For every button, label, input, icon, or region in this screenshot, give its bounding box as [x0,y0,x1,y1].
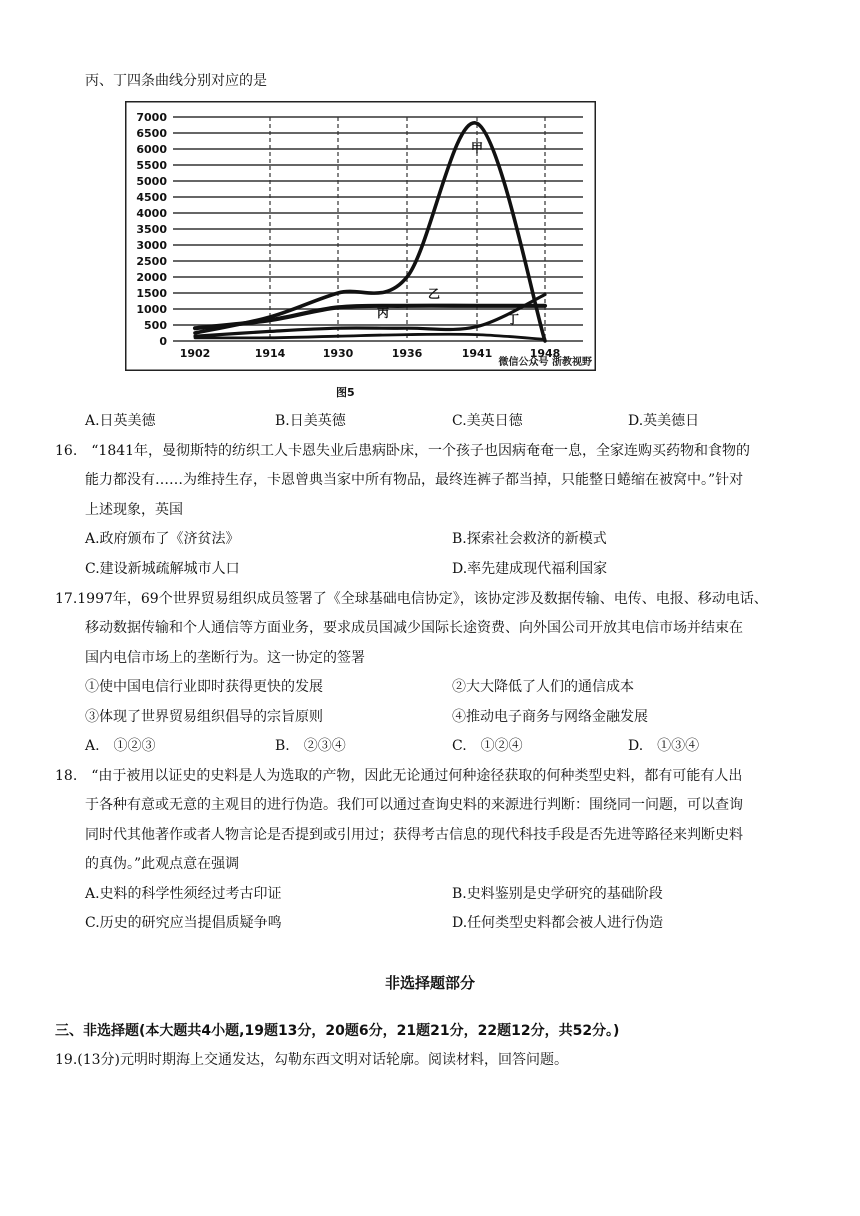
line-chart [125,101,596,371]
series-label: 丙 [376,306,390,320]
y-tick-label: 7000 [136,111,167,124]
x-tick-label: 1902 [179,347,211,360]
q17-statement-3: ③体现了世界贸易组织倡导的宗旨原则 [85,709,323,725]
q16-stem-line-1: 16. “1841年，曼彻斯特的纺织工人卡恩失业后患病卧床，一个孩子也因病奄奄一息，全家连购买药物和食物的 [55,443,751,459]
q16-option-c[interactable]: C.建设新城疏解城市人口 [85,561,240,577]
q18-stem-line-1: 18. “由于被用以证史的史料是人为选取的产物，因此无论通过何种途径获取的何种类型史料，都有可能有人出 [55,768,743,784]
question-intro: 丙、丁四条曲线分别对应的是 [85,73,267,89]
q17-option-b[interactable]: B. ②③④ [275,738,346,754]
x-tick-label: 1914 [254,347,286,360]
q18-option-c[interactable]: C.历史的研究应当提倡质疑争鸣 [85,915,282,931]
y-tick-label: 4000 [136,207,167,220]
q17-option-a[interactable]: A. ①②③ [85,738,156,754]
q18-option-a[interactable]: A.史料的科学性须经过考古印证 [85,886,282,902]
series-label: 甲 [470,141,484,156]
q16-option-b[interactable]: B.探索社会救济的新模式 [452,531,607,547]
y-tick-label: 3000 [136,239,167,252]
q18-stem-line-3: 同时代其他著作或者人物言论是否提到或引用过；获得考古信息的现代科技手段是否先进等路径来判断史料 [85,827,743,843]
y-tick-label: 2000 [136,271,167,284]
q18-stem-line-2: 于各种有意或无意的主观目的进行伪造。我们可以通过查询史料的来源进行判断：围绕同一问题，可以查询 [85,797,743,813]
series-label: 丁 [506,312,520,327]
q16-option-d[interactable]: D.率先建成现代福利国家 [452,561,608,577]
figure-caption: 图5 [336,386,355,399]
q17-statement-2: ②大大降低了人们的通信成本 [452,679,634,695]
x-tick-label: 1948 [529,347,561,360]
q15-option-c[interactable]: C.美英日德 [452,413,523,429]
y-tick-label: 1500 [136,287,167,300]
q18-option-d[interactable]: D.任何类型史料都会被人进行伪造 [452,915,664,931]
q16-stem-line-3: 上述现象，英国 [85,502,183,518]
y-tick-label: 5500 [136,159,167,172]
section-heading: 三、非选择题(本大题共4小题,19题13分，20题6分，21题21分，22题12分，共52分。) [55,1023,620,1039]
y-tick-label: 6500 [136,127,167,140]
q15-option-a[interactable]: A.日英美德 [85,413,156,429]
q15-option-d[interactable]: D.英美德日 [628,413,700,429]
q17-stem-line-3: 国内电信市场上的垄断行为。这一协定的签署 [85,650,365,666]
q18-stem-line-4: 的真伪。”此观点意在强调 [85,856,240,872]
x-tick-label: 1930 [322,347,354,360]
y-tick-label: 1000 [136,303,167,316]
x-tick-label: 1941 [461,347,493,360]
q17-statement-1: ①使中国电信行业即时获得更快的发展 [85,679,323,695]
q18-option-b[interactable]: B.史料鉴别是史学研究的基础阶段 [452,886,663,902]
section-title: 非选择题部分 [384,974,475,992]
y-tick-label: 500 [144,319,167,332]
q19-stem: 19.(13分)元明时期海上交通发达，勾勒东西文明对话轮廓。阅读材料，回答问题。 [55,1052,569,1068]
y-tick-label: 0 [159,335,167,348]
y-tick-label: 2500 [136,255,167,268]
watermark-text: 微信公众号 浙教视野 [498,357,592,368]
q17-stem-line-1: 17.1997年，69个世界贸易组织成员签署了《全球基础电信协定》，该协定涉及数据传输、电传、电报、移动电话、 [55,591,768,607]
q17-option-c[interactable]: C. ①②④ [452,738,523,754]
y-tick-label: 4500 [136,191,167,204]
q16-option-a[interactable]: A.政府颁布了《济贫法》 [85,531,240,547]
y-tick-label: 3500 [136,223,167,236]
y-tick-label: 5000 [136,175,167,188]
y-tick-label: 6000 [136,143,167,156]
x-tick-label: 1936 [391,347,423,360]
q16-stem-line-2: 能力都没有……为维持生存，卡恩曾典当家中所有物品，最终连裤子都当掉，只能整日蜷缩在被窝中。”针对 [85,472,744,488]
q17-stem-line-2: 移动数据传输和个人通信等方面业务，要求成员国减少国际长途资费、向外国公司开放其电信市场并结束在 [85,620,743,636]
q17-option-d[interactable]: D. ①③④ [628,738,700,754]
series-label: 乙 [427,286,441,301]
q15-option-b[interactable]: B.日美英德 [275,413,346,429]
q17-statement-4: ④推动电子商务与网络金融发展 [452,709,648,725]
